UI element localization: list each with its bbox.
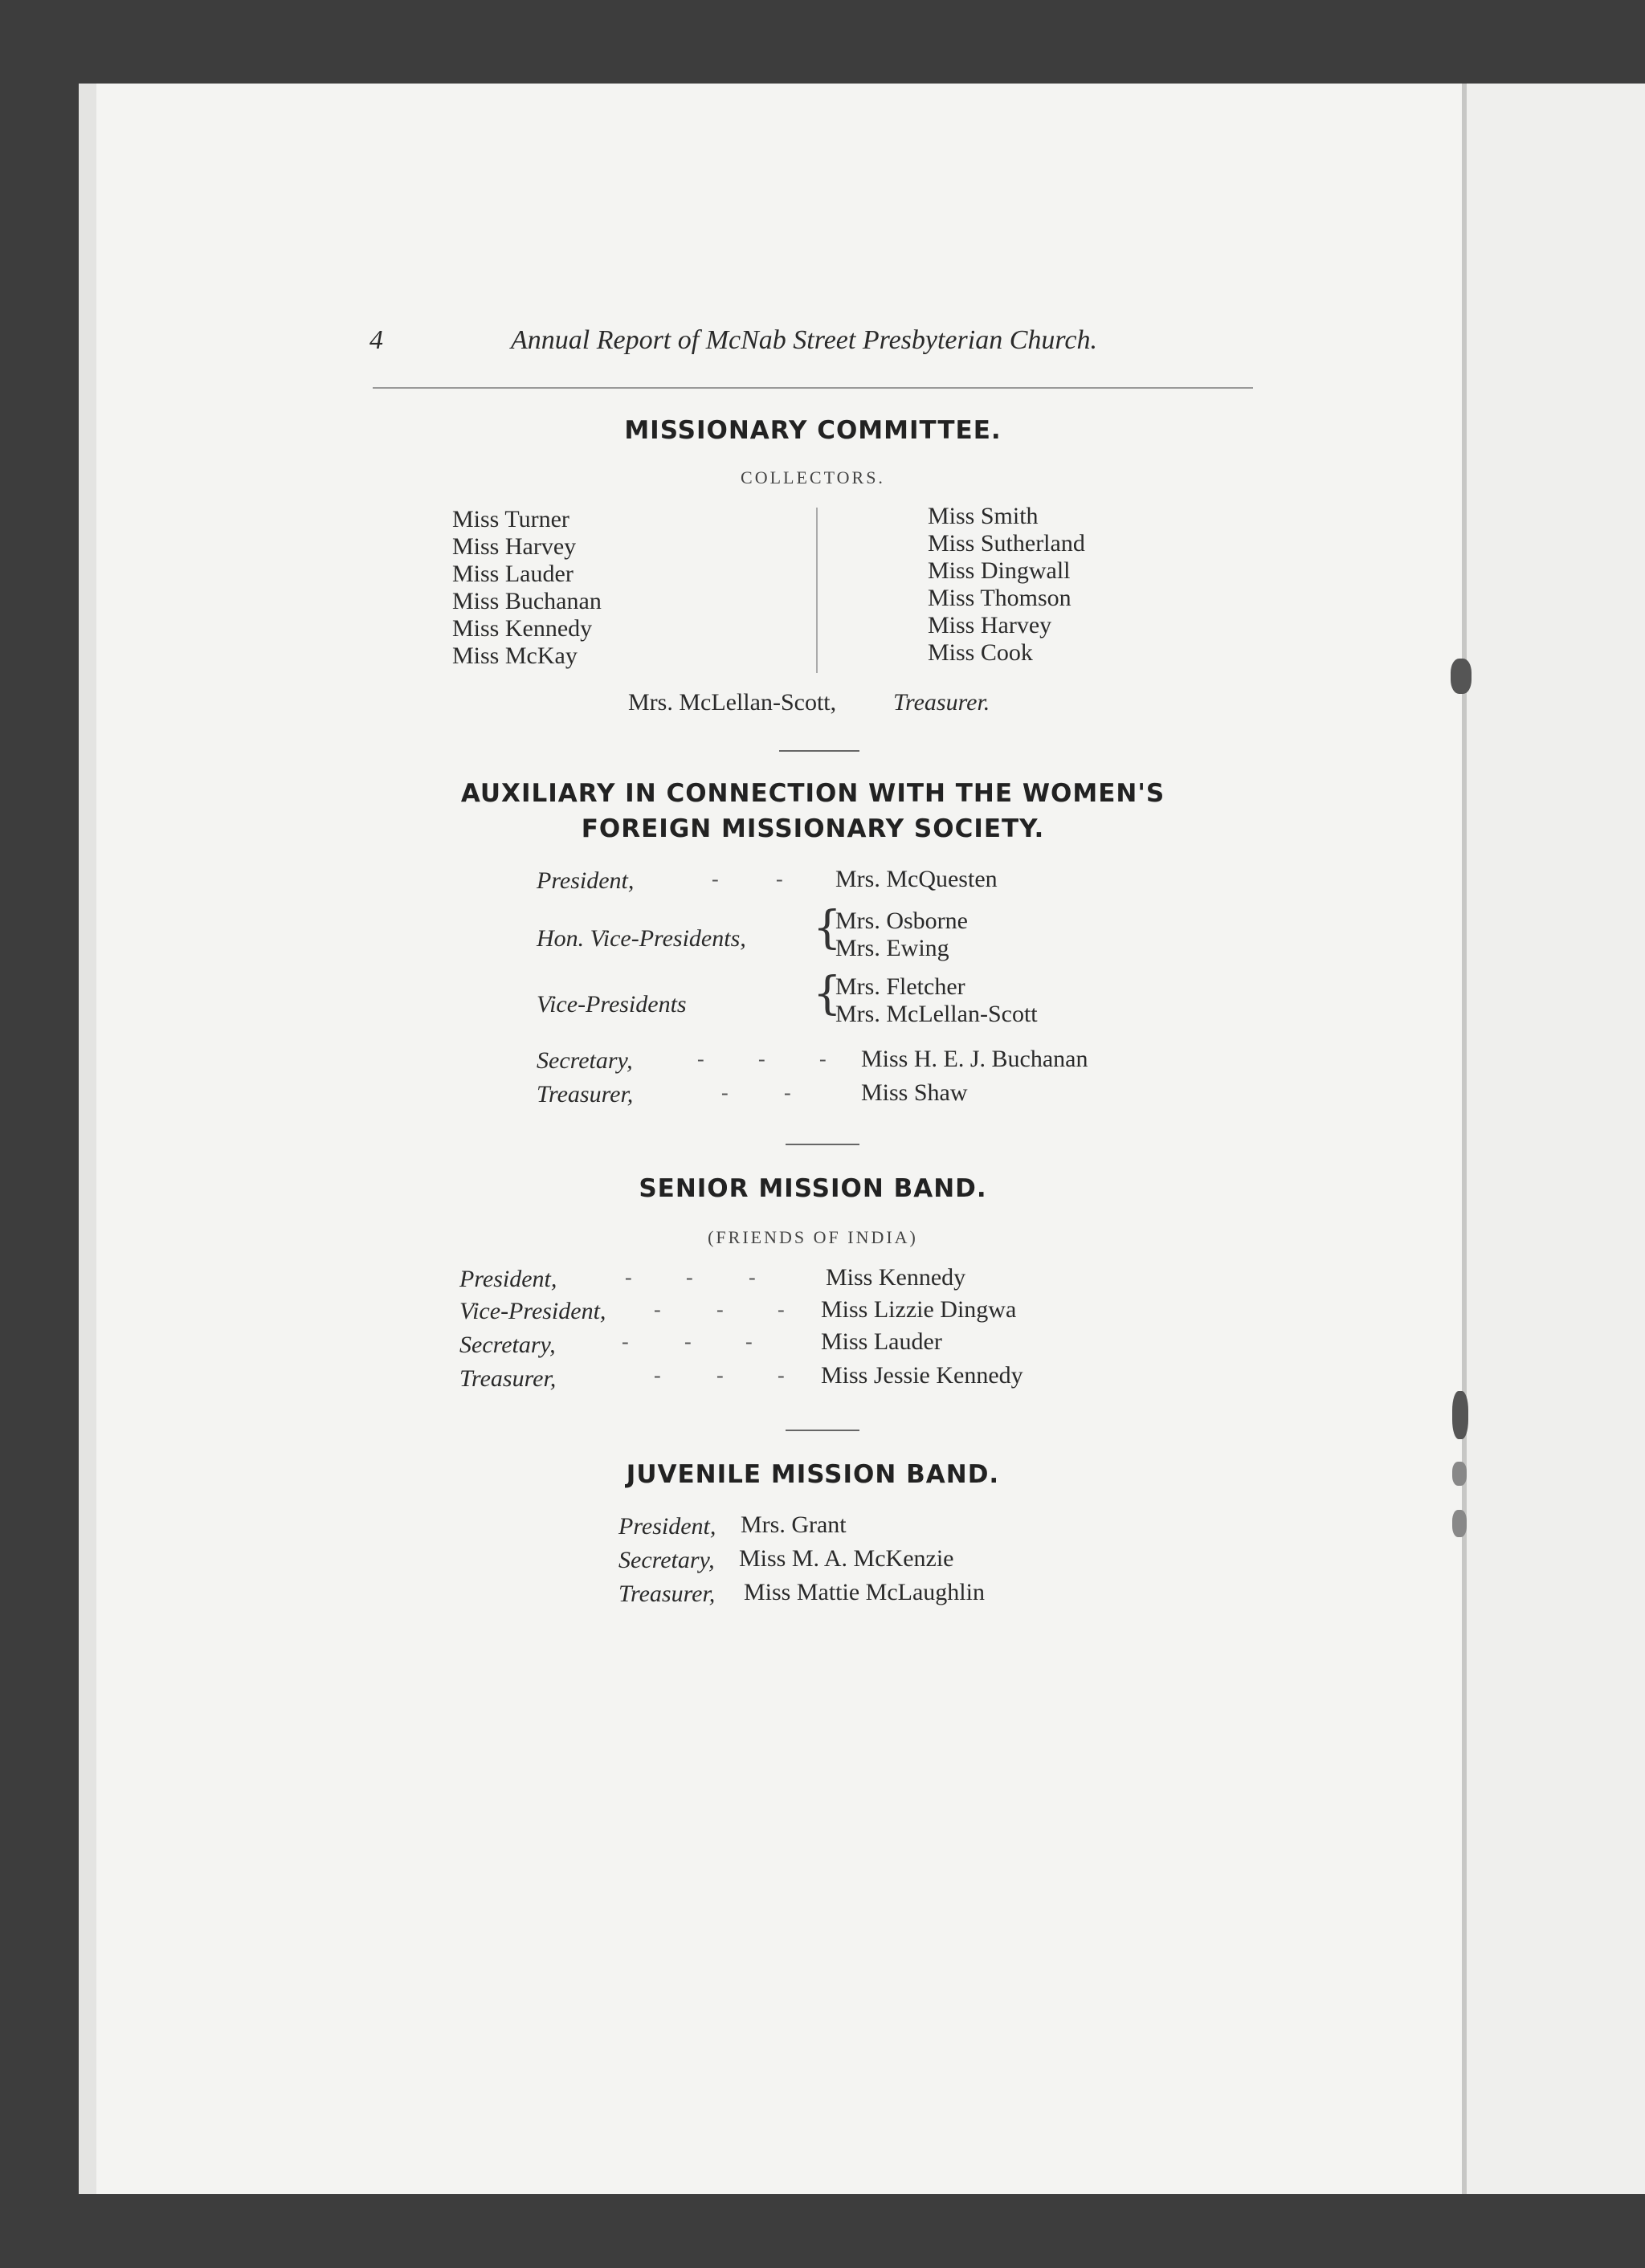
juvenile-treasurer-role: Treasurer,	[618, 1581, 716, 1607]
leader-dash: -	[712, 867, 719, 891]
aux-treasurer-role: Treasurer,	[537, 1081, 634, 1107]
aux-hon-vp-name: Mrs. Ewing	[835, 935, 949, 961]
senior-president-role: President,	[459, 1266, 557, 1292]
leader-dash: -	[776, 867, 783, 891]
aux-secretary-role: Secretary,	[537, 1047, 633, 1074]
header-rule	[373, 387, 1253, 389]
leader-dash: -	[654, 1364, 661, 1387]
collector-right: Miss Dingwall	[928, 557, 1071, 584]
leader-dash: -	[819, 1047, 827, 1071]
collector-left: Miss Lauder	[452, 561, 574, 587]
committee-treasurer-name: Mrs. McLellan-Scott,	[628, 689, 837, 716]
collector-left: Miss McKay	[452, 642, 578, 669]
binding-mark	[1452, 1391, 1468, 1439]
leader-dash: -	[684, 1330, 692, 1353]
collector-right: Miss Smith	[928, 503, 1039, 529]
page-left-edge	[79, 84, 96, 2194]
brace-hon-vp: {	[813, 902, 842, 954]
leader-dash: -	[697, 1047, 704, 1071]
senior-band-subtitle: (FRIENDS OF INDIA)	[708, 1227, 918, 1247]
facing-page-edge	[1467, 84, 1645, 2194]
collectors-subtitle: COLLECTORS.	[741, 467, 885, 487]
juvenile-president-role: President,	[618, 1513, 716, 1540]
leader-dash: -	[686, 1266, 693, 1289]
senior-vp-role: Vice-President,	[459, 1298, 606, 1324]
committee-treasurer-role: Treasurer.	[893, 689, 990, 716]
aux-vp-role: Vice-Presidents	[537, 991, 687, 1018]
page-number: 4	[369, 325, 383, 355]
collector-right: Miss Cook	[928, 639, 1033, 666]
leader-dash: -	[716, 1298, 724, 1321]
leader-dash: -	[778, 1298, 785, 1321]
juvenile-president-name: Mrs. Grant	[741, 1511, 847, 1538]
senior-band-title: SENIOR MISSION BAND.	[639, 1174, 987, 1203]
collector-left: Miss Harvey	[452, 533, 577, 560]
binding-mark	[1451, 659, 1472, 694]
binding-mark	[1452, 1462, 1467, 1486]
scan-background	[0, 2194, 1645, 2268]
leader-dash: -	[625, 1266, 632, 1289]
juvenile-secretary-name: Miss M. A. McKenzie	[739, 1545, 954, 1572]
leader-dash: -	[758, 1047, 765, 1071]
aux-vp-name: Mrs. McLellan-Scott	[835, 1001, 1038, 1027]
binding-mark	[1452, 1510, 1467, 1537]
senior-secretary-name: Miss Lauder	[821, 1328, 942, 1355]
collector-right: Miss Harvey	[928, 612, 1052, 638]
senior-president-name: Miss Kennedy	[826, 1264, 966, 1291]
aux-vp-name: Mrs. Fletcher	[835, 973, 965, 1000]
section-divider	[779, 750, 859, 752]
auxiliary-title-line2: FOREIGN MISSIONARY SOCIETY.	[581, 814, 1045, 843]
aux-secretary-name: Miss H. E. J. Buchanan	[861, 1046, 1088, 1072]
collector-left: Miss Buchanan	[452, 588, 602, 614]
auxiliary-title-line1: AUXILIARY IN CONNECTION WITH THE WOMEN'S	[460, 779, 1165, 808]
juvenile-treasurer-name: Miss Mattie McLaughlin	[744, 1579, 985, 1605]
leader-dash: -	[622, 1330, 629, 1353]
section-divider	[786, 1144, 859, 1145]
leader-dash: -	[784, 1081, 791, 1104]
juvenile-secretary-role: Secretary,	[618, 1547, 715, 1573]
leader-dash: -	[654, 1298, 661, 1321]
running-title: Annual Report of McNab Street Presbyterian Church.	[511, 325, 1097, 355]
aux-hon-vp-name: Mrs. Osborne	[835, 908, 968, 934]
leader-dash: -	[745, 1330, 753, 1353]
aux-treasurer-name: Miss Shaw	[861, 1079, 968, 1106]
collector-right: Miss Sutherland	[928, 530, 1085, 557]
senior-treasurer-name: Miss Jessie Kennedy	[821, 1362, 1023, 1389]
collector-left: Miss Kennedy	[452, 615, 593, 642]
missionary-committee-title: MISSIONARY COMMITTEE.	[624, 416, 1002, 445]
senior-treasurer-role: Treasurer,	[459, 1365, 557, 1392]
section-divider	[786, 1430, 859, 1431]
senior-secretary-role: Secretary,	[459, 1332, 556, 1358]
collector-left: Miss Turner	[452, 506, 569, 532]
leader-dash: -	[749, 1266, 756, 1289]
leader-dash: -	[721, 1081, 729, 1104]
column-divider	[816, 508, 818, 673]
senior-vp-name: Miss Lizzie Dingwa	[821, 1296, 1017, 1323]
juvenile-band-title: JUVENILE MISSION BAND.	[626, 1460, 1000, 1489]
page-paper	[79, 84, 1645, 2194]
page-header	[369, 325, 1253, 365]
aux-president-role: President,	[537, 867, 635, 894]
leader-dash: -	[778, 1364, 785, 1387]
leader-dash: -	[716, 1364, 724, 1387]
aux-hon-vp-role: Hon. Vice-Presidents,	[537, 925, 746, 952]
collector-right: Miss Thomson	[928, 585, 1071, 611]
brace-vp: {	[813, 968, 842, 1020]
aux-president-name: Mrs. McQuesten	[835, 866, 998, 892]
